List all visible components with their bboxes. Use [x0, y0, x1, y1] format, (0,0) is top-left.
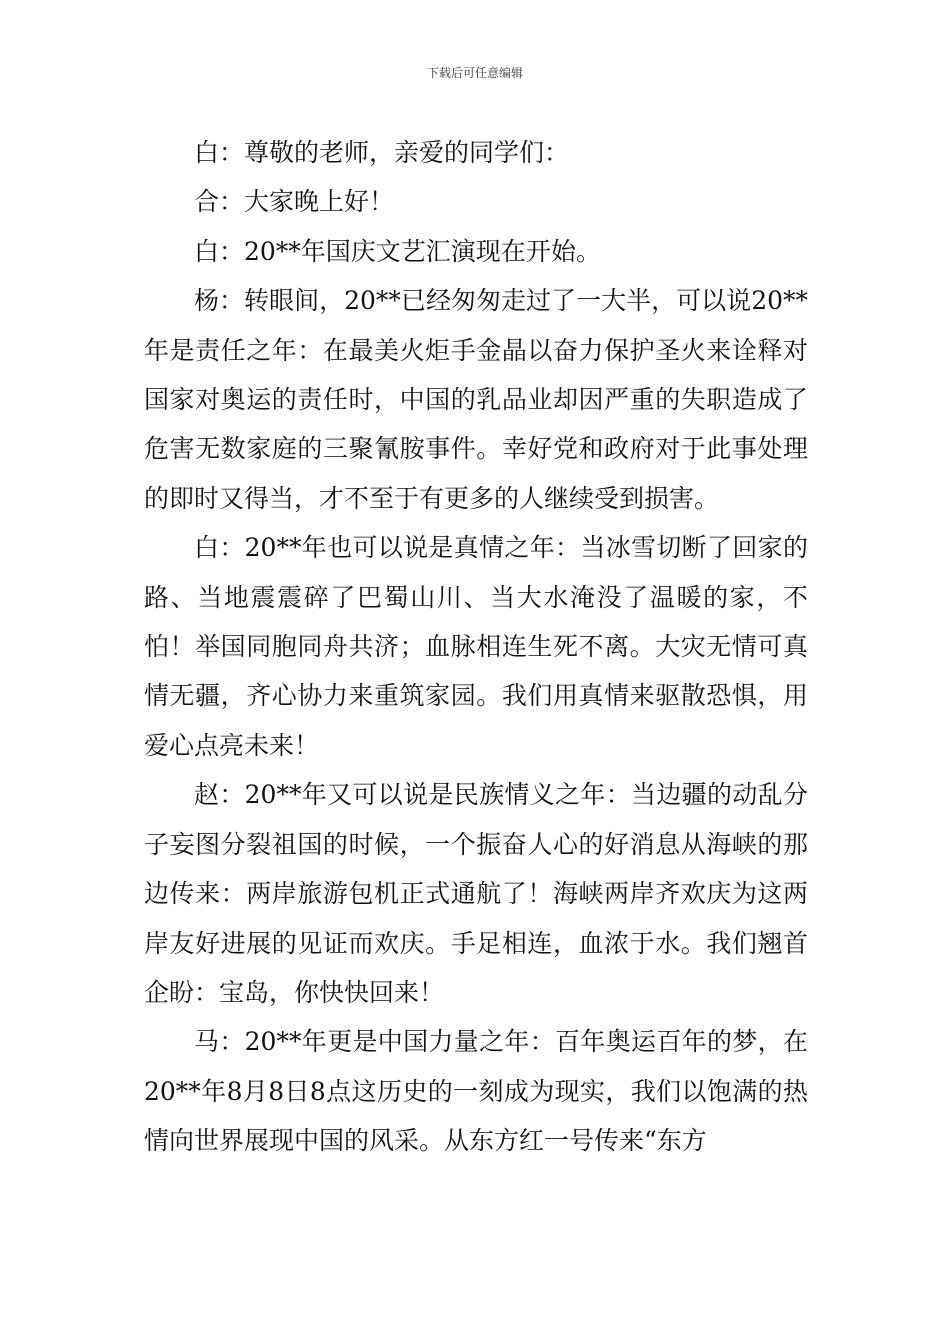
paragraph-chorus-greeting: 合：大家晚上好！ [194, 187, 395, 217]
paragraph-year-of-china-strength: 马：20**年更是中国力量之年：百年奥运百年的梦，在20**年8月8日8点这历史的一刻成为现实，我们以饱满的热情向世界展现中国的风采。从东方红一号传来“东方 [144, 1027, 808, 1156]
paragraph-year-of-national-bond: 赵：20**年又可以说是民族情义之年：当边疆的动乱分子妄图分裂祖国的时候，一个振奋人心的好消息从海峡的那边传来：两岸旅游包机正式通航了！海峡两岸齐欢庆为这两岸友好进展的见证而欢庆。手足相连，血浓于水。我们翘首企盼：宝岛，你快快回来！ [144, 780, 808, 1007]
paragraph-year-of-sincerity: 白：20**年也可以说是真情之年：当冰雪切断了回家的路、当地震震碎了巴蜀山川、当大水淹没了温暖的家，不怕！举国同胞同舟共济；血脉相连生死不离。大灾无情可真情无疆，齐心协力来重筑家园。我们用真情来驱散恐惧，用爱心点亮未来！ [144, 533, 808, 760]
paragraph-show-start: 白：20**年国庆文艺汇演现在开始。 [194, 236, 601, 266]
document-body [144, 128, 808, 1166]
page-header: 下载后可任意编辑 [426, 66, 523, 80]
paragraph-year-of-responsibility: 杨：转眼间，20**已经匆匆走过了一大半，可以说20**年是责任之年：在最美火炬手金晶以奋力保护圣火来诠释对国家对奥运的责任时，中国的乳品业却因严重的失职造成了危害无数家庭的三聚氰胺事件。幸好党和政府对于此事处理的即时又得当，才不至于有更多的人继续受到损害。 [144, 286, 808, 513]
paragraph-opening-greeting: 白：尊敬的老师，亲爱的同学们： [194, 138, 570, 167]
